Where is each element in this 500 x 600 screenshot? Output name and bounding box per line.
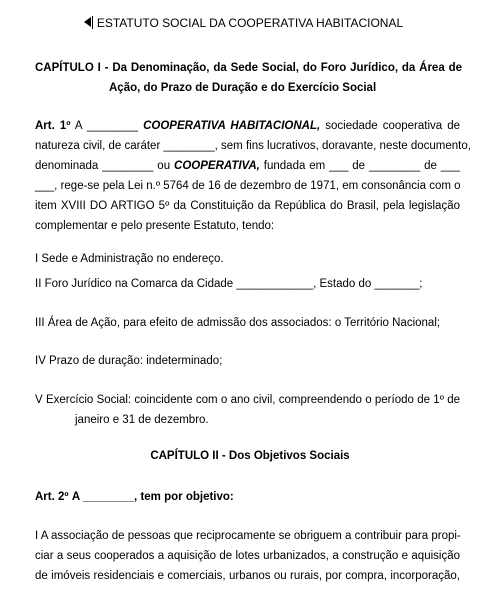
item-4-prazo: IV Prazo de duração: indeterminado;: [35, 355, 223, 367]
article-2: Art. 2º A ________, tem por objetivo:: [35, 491, 234, 503]
article-1-line-4: ___, rege-se pela Lei n.º 5764 de 16 de dezembro de 1971, em consonância com o: [35, 180, 461, 192]
item-2-foro: II Foro Jurídico na Comarca da Cidade ____________, Estado do _______;: [35, 278, 423, 290]
article-1-line-2: natureza civil, de caráter ________, sem fins lucrativos, doravante, neste documento,: [35, 140, 471, 152]
item-1-sede: I Sede e Administração no endereço.: [35, 253, 224, 265]
article-1-line-3: denominada ________ ou COOPERATIVA, fundada em ___ de ________ de ___: [35, 160, 460, 172]
text-cursor-icon: [84, 17, 91, 27]
document-title: ESTATUTO SOCIAL DA COOPERATIVA HABITACIONAL: [97, 16, 403, 30]
chapter-2-heading: CAPÍTULO II - Dos Objetivos Sociais: [150, 450, 350, 462]
item-3-area: III Área de Ação, para efeito de admissão dos associados: o Território Nacional;: [35, 317, 441, 329]
item-5-exercicio: V Exercício Social: coincidente com o ano civil, compreendendo o período de 1º de janeiro e 31 de dezembro.: [35, 394, 460, 426]
article-1-line-6: complementar e pelo presente Estatuto, tendo:: [35, 220, 275, 232]
article-2-paragraph-1: I A associação de pessoas que reciprocamente se obriguem a contribuir para propi- ciar a seus cooperados a aquisição de lotes urbanizados, a construção e aquisição de imóveis residenciais e comerciais, urbanos ou rurais, por compra, incorporação,: [35, 530, 461, 582]
chapter-1-heading: CAPÍTULO I - Da Denominação, da Sede Social, do Foro Jurídico, da Área de Ação, do Prazo de Duração e do Exercício Social: [35, 62, 462, 94]
article-1-line-1: Art. 1º A ________ COOPERATIVA HABITACIONAL, sociedade cooperativa de: [35, 120, 460, 132]
article-1-line-5: item XVIII DO ARTIGO 5º da Constituição da República do Brasil, pela legislação: [35, 200, 460, 212]
document-title-row: [0, 16, 500, 30]
caret-icon: [92, 16, 93, 29]
article-1: [35, 116, 471, 236]
